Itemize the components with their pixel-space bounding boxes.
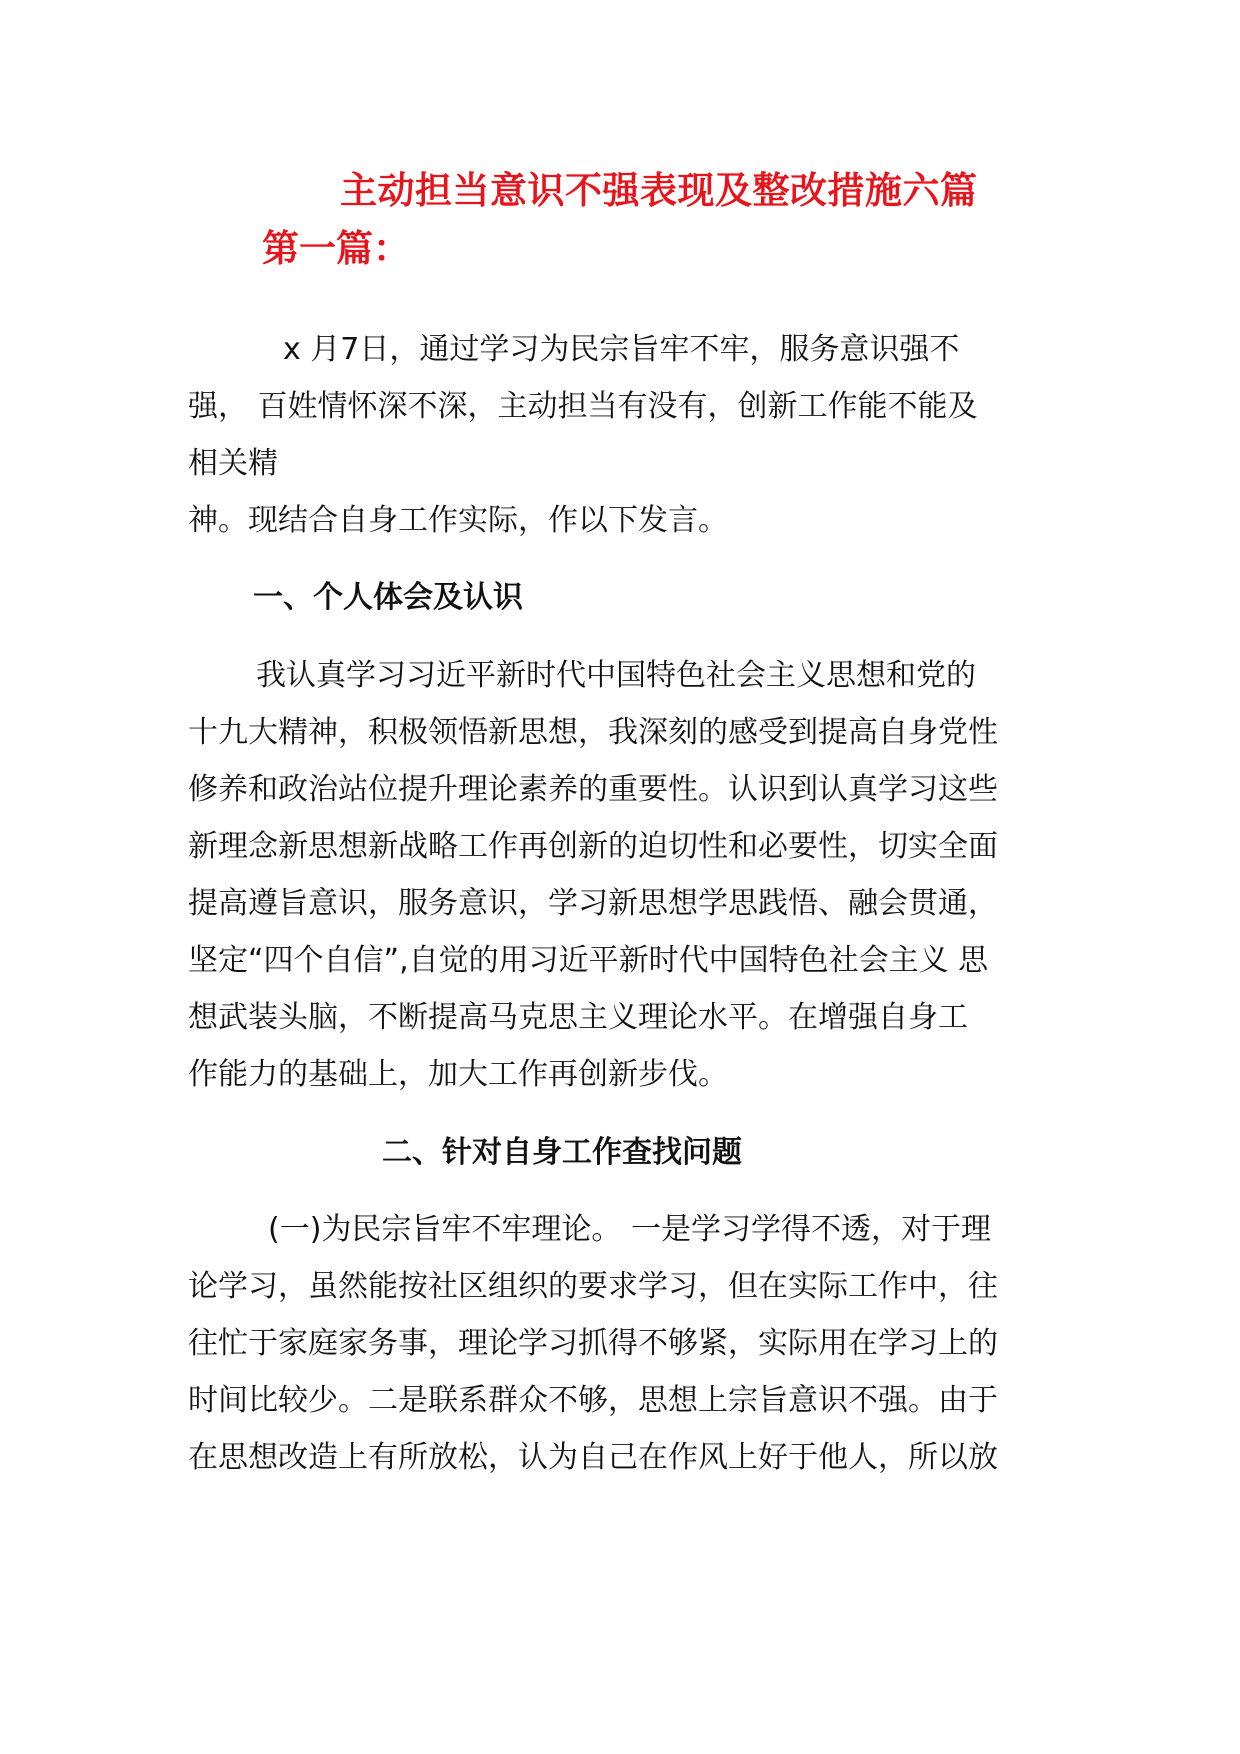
body-line: (一)为民宗旨牢不牢理论。 一是学习学得不透，对于理	[268, 1212, 991, 1247]
section-heading: 二、针对自身工作查找问题	[382, 1135, 742, 1170]
document-subtitle: 第一篇：	[262, 226, 410, 270]
body-line: 修养和政治站位提升理论素养的重要性。认识到认真学习这些	[188, 772, 998, 807]
intro-line: 相关精	[188, 446, 278, 481]
intro-line: 神。现结合自身工作实际，作以下发言。	[188, 503, 728, 538]
body-line: 新理念新思想新战略工作再创新的迫切性和必要性，切实全面	[188, 829, 998, 864]
body-line: 在思想改造上有所放松，认为自己在作风上好于他人，所以放	[188, 1440, 998, 1475]
section-heading: 一、个人体会及认识	[253, 580, 523, 615]
body-line: 往忙于家庭家务事，理论学习抓得不够紧，实际用在学习上的	[188, 1326, 998, 1361]
document-title: 主动担当意识不强表现及整改措施六篇	[340, 168, 978, 212]
body-line: 论学习，虽然能按社区组织的要求学习，但在实际工作中，往	[188, 1269, 998, 1304]
body-line: 我认真学习习近平新时代中国特色社会主义思想和党的	[256, 658, 976, 693]
body-line: 坚定“四个自信”,自觉的用习近平新时代中国特色社会主义 思	[188, 943, 989, 978]
intro-line: 强， 百姓情怀深不深，主动担当有没有，创新工作能不能及	[188, 389, 978, 424]
intro-line: x 月7日，通过学习为民宗旨牢不牢，服务意识强不	[283, 332, 960, 367]
body-line: 十九大精神，积极领悟新思想，我深刻的感受到提高自身党性	[188, 715, 998, 750]
body-line: 想武装头脑，不断提高马克思主义理论水平。在增强自身工	[188, 1000, 968, 1035]
body-line: 提高遵旨意识，服务意识，学习新思想学思践悟、融会贯通，	[188, 886, 998, 921]
body-line: 作能力的基础上，加大工作再创新步伐。	[188, 1057, 728, 1092]
body-line: 时间比较少。二是联系群众不够，思想上宗旨意识不强。由于	[188, 1383, 998, 1418]
